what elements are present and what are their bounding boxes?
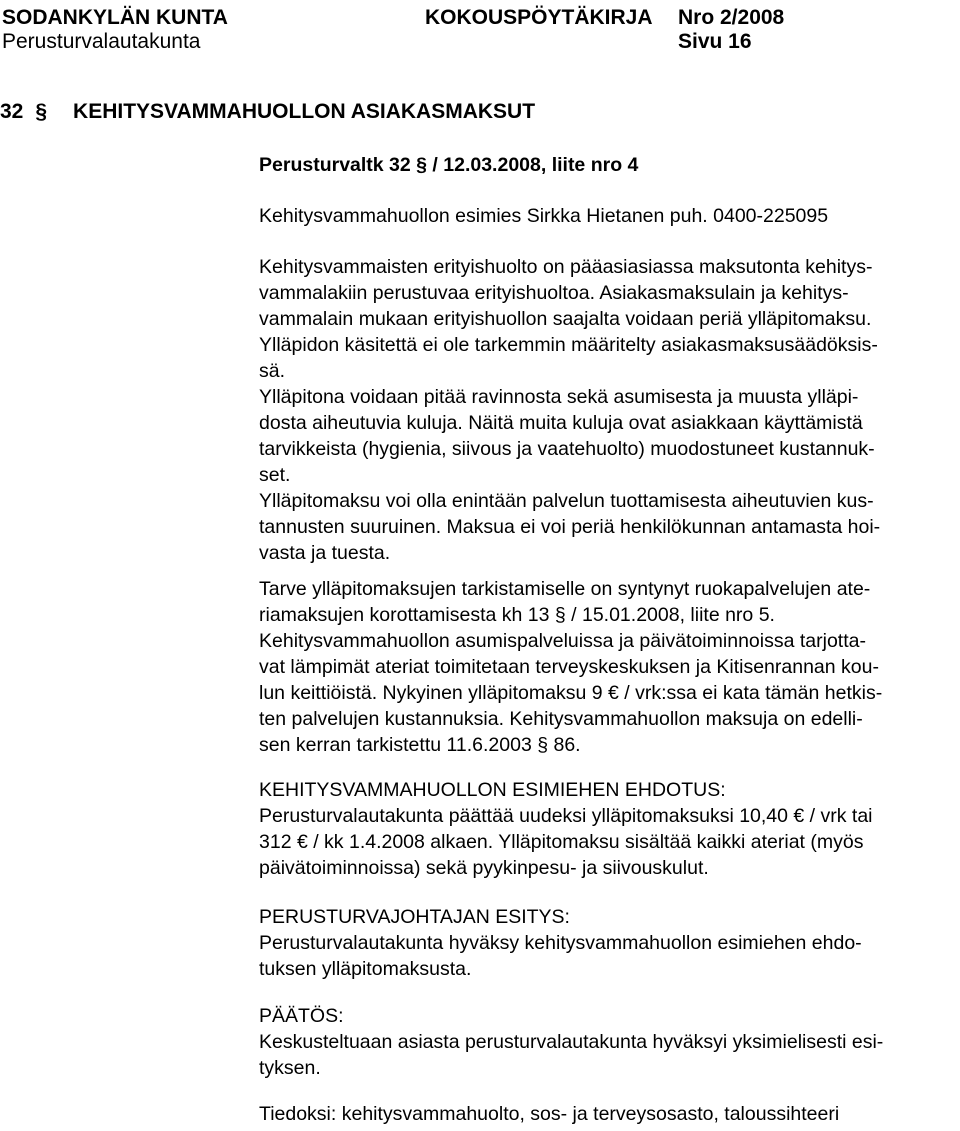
text-line: dosta aiheutuvia kuluja. Näitä muita kuluja ovat asiakkaan käyttämistä — [259, 412, 863, 434]
text-line: tannusten suuruinen. Maksua ei voi periä henkilökunnan antamasta hoi- — [259, 516, 881, 538]
text-line: lun keittiöistä. Nykyinen ylläpitomaksu 9 € / vrk:ssa ei kata tämän hetkis- — [259, 682, 883, 704]
text-line: Ylläpitomaksu voi olla enintään palvelun tuottamisesta aiheutuvien kus- — [259, 490, 874, 512]
text-line: sä. — [259, 360, 286, 382]
text-line: Tarve ylläpitomaksujen tarkistamiselle on syntynyt ruokapalvelujen ate- — [259, 578, 871, 600]
text-line: ten palvelujen kustannuksia. Kehitysvammahuollon maksuja on edelli- — [259, 708, 863, 730]
text-line: tuksen ylläpitomaksusta. — [259, 958, 472, 980]
text-line: Ylläpitona voidaan pitää ravinnosta sekä asumisesta ja muusta ylläpi- — [259, 386, 859, 408]
paragraph-background — [259, 254, 949, 566]
contact-line: Kehitysvammahuollon esimies Sirkka Hietanen puh. 0400-225095 — [259, 205, 829, 227]
presentation-label: PERUSTURVAJOHTAJAN ESITYS: — [259, 906, 570, 928]
text-line: tarvikkeista (hygienia, siivous ja vaatehuolto) muodostuneet kustannuk- — [259, 438, 875, 460]
text-line: päivätoiminnoissa) sekä pyykinpesu- ja siivouskulut. — [259, 857, 709, 879]
decision-label: PÄÄTÖS: — [259, 1005, 344, 1027]
paragraph-need — [259, 576, 949, 758]
section-heading — [0, 100, 535, 124]
page-number: Sivu 16 — [678, 30, 752, 53]
committee-name: Perusturvalautakunta — [2, 30, 201, 53]
text-line: Perusturvalautakunta hyväksy kehitysvammahuollon esimiehen ehdo- — [259, 932, 862, 954]
proposal-section — [259, 777, 949, 881]
section-title: KEHITYSVAMMAHUOLLON ASIAKASMAKSUT — [73, 100, 536, 123]
proposal-label: KEHITYSVAMMAHUOLLON ESIMIEHEN EHDOTUS: — [259, 779, 726, 801]
decision-section — [259, 1003, 949, 1081]
text-line: vammalakiin perustuvaa erityishuoltoa. Asiakasmaksulain ja kehitys- — [259, 282, 849, 304]
text-line: vammalain mukaan erityishuollon saajalta voidaan periä ylläpitomaksu. — [259, 308, 872, 330]
distribution-line: Tiedoksi: kehitysvammahuolto, sos- ja terveysosasto, taloussihteeri — [259, 1103, 840, 1125]
text-line: Keskusteltuaan asiasta perusturvalautakunta hyväksyi yksimielisesti esi- — [259, 1031, 884, 1053]
text-line: vat lämpimät ateriat toimitetaan terveyskeskuksen ja Kitisenrannan kou- — [259, 656, 879, 678]
document-type: KOKOUSPÖYTÄKIRJA — [425, 6, 653, 29]
presentation-section — [259, 904, 949, 982]
text-line: Ylläpidon käsitettä ei ole tarkemmin määritelty asiakasmaksusäädöksis- — [259, 334, 878, 356]
text-line: Kehitysvammahuollon asumispalveluissa ja päivätoiminnoissa tarjotta- — [259, 630, 866, 652]
text-line: 312 € / kk 1.4.2008 alkaen. Ylläpitomaksu sisältää kaikki ateriat (myös — [259, 831, 864, 853]
meeting-reference: Perusturvaltk 32 § / 12.03.2008, liite nro 4 — [259, 154, 639, 176]
text-line: tyksen. — [259, 1057, 321, 1079]
section-number: 32 — [0, 100, 24, 123]
organization-name: SODANKYLÄN KUNTA — [2, 6, 228, 29]
text-line: Kehitysvammaisten erityishuolto on pääasiasiassa maksutonta kehitys- — [259, 256, 873, 278]
text-line: set. — [259, 464, 291, 486]
section-symbol: § — [35, 100, 48, 123]
text-line: sen kerran tarkistettu 11.6.2003 § 86. — [259, 734, 581, 756]
document-number: Nro 2/2008 — [678, 6, 785, 29]
text-line: Perusturvalautakunta päättää uudeksi ylläpitomaksuksi 10,40 € / vrk tai — [259, 805, 873, 827]
text-line: riamaksujen korottamisesta kh 13 § / 15.01.2008, liite nro 5. — [259, 604, 775, 626]
text-line: vasta ja tuesta. — [259, 542, 391, 564]
